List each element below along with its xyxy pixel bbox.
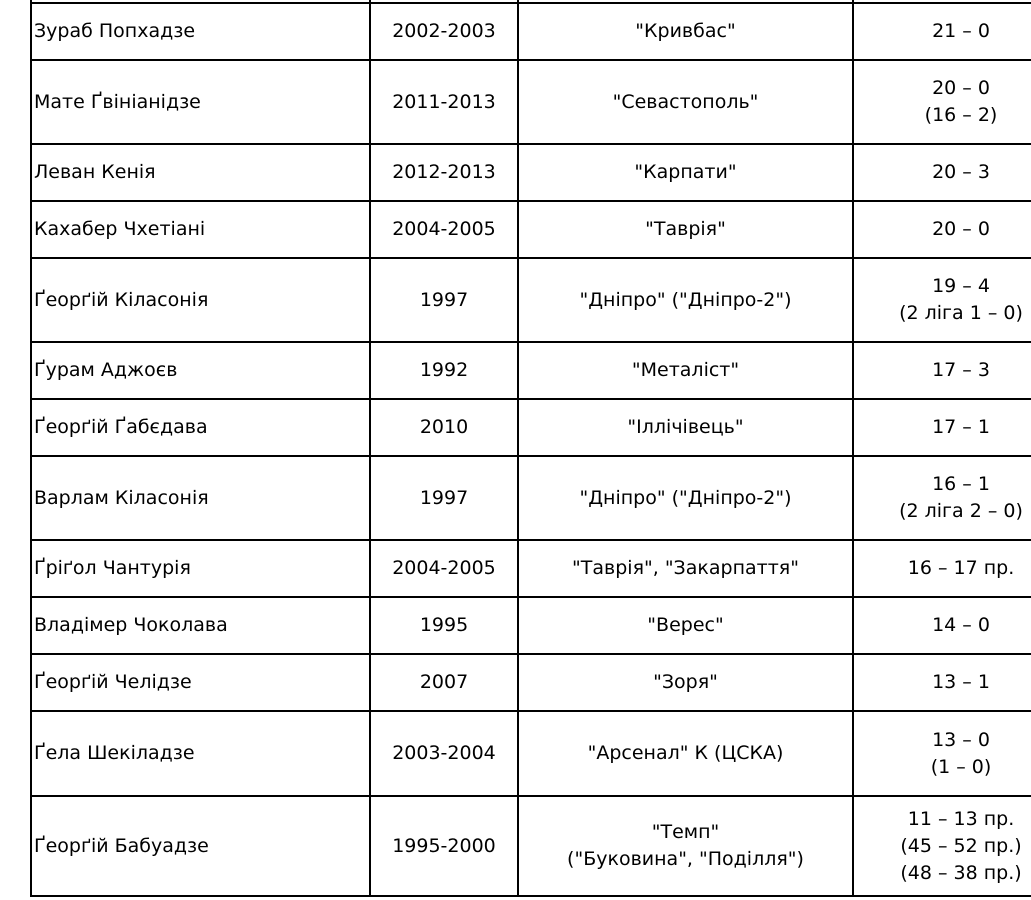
games-goals-cell [853, 456, 1031, 540]
games-goals-line: 19 – 4 [932, 275, 990, 297]
club-cell [518, 796, 853, 896]
club-cell [518, 258, 853, 342]
games-goals-line: 17 – 3 [932, 359, 990, 381]
club-line: "Іллічівець" [627, 416, 744, 438]
games-goals-cell [853, 3, 1031, 60]
table-row [31, 456, 1031, 540]
years-cell: 1995 [370, 597, 518, 654]
years-cell: 1992 [370, 342, 518, 399]
games-goals-cell [853, 796, 1031, 896]
player-name-cell: Мате Ґвініанідзе [31, 60, 370, 144]
years-cell: 2012-2013 [370, 144, 518, 201]
years-cell: 2007 [370, 654, 518, 711]
games-goals-line: (2 ліга 1 – 0) [899, 302, 1023, 324]
table-row [31, 654, 1031, 711]
player-name-cell: Варлам Кіласонія [31, 456, 370, 540]
club-cell [518, 60, 853, 144]
games-goals-cell [853, 597, 1031, 654]
games-goals-cell [853, 711, 1031, 796]
games-goals-line: 16 – 17 пр. [907, 557, 1015, 579]
games-goals-cell [853, 342, 1031, 399]
games-goals-cell [853, 201, 1031, 258]
player-name-cell: Ґела Шекіладзе [31, 711, 370, 796]
club-line: "Дніпро" ("Дніпро-2") [579, 288, 792, 311]
years-cell: 1995-2000 [370, 796, 518, 896]
club-cell [518, 342, 853, 399]
years-cell: 1997 [370, 258, 518, 342]
years-cell: 2002-2003 [370, 3, 518, 60]
players-table [30, 0, 1031, 897]
club-line: "Темп" [651, 821, 720, 843]
years-cell: 2003-2004 [370, 711, 518, 796]
club-cell [518, 597, 853, 654]
games-goals-cell [853, 60, 1031, 144]
player-name-cell: Владімер Чоколава [31, 597, 370, 654]
club-cell [518, 201, 853, 258]
club-line: "Кривбас" [635, 20, 736, 42]
table-row [31, 796, 1031, 896]
player-name-cell: Зураб Попхадзе [31, 3, 370, 60]
club-cell [518, 399, 853, 456]
years-cell: 1997 [370, 456, 518, 540]
games-goals-cell [853, 399, 1031, 456]
games-goals-line: 14 – 0 [932, 614, 990, 636]
player-name-cell: Ґріґол Чантурія [31, 540, 370, 597]
table-row [31, 597, 1031, 654]
player-name-cell: Ґеорґій Ґабєдава [31, 399, 370, 456]
club-cell [518, 3, 853, 60]
games-goals-line: 16 – 1 [932, 473, 990, 495]
table-row [31, 342, 1031, 399]
club-cell [518, 144, 853, 201]
games-goals-line: 13 – 1 [932, 671, 990, 693]
club-cell [518, 654, 853, 711]
club-line: "Карпати" [634, 161, 737, 183]
games-goals-line: (2 ліга 2 – 0) [899, 500, 1023, 522]
players-table-body [31, 0, 1031, 896]
player-name-cell: Ґеорґій Челідзе [31, 654, 370, 711]
player-name-cell: Кахабер Чхетіані [31, 201, 370, 258]
games-goals-line: 20 – 3 [932, 161, 990, 183]
table-row [31, 201, 1031, 258]
years-cell: 2010 [370, 399, 518, 456]
years-cell: 2004-2005 [370, 540, 518, 597]
player-name-cell: Ґеорґій Кіласонія [31, 258, 370, 342]
table-row [31, 399, 1031, 456]
games-goals-line: (1 – 0) [930, 755, 992, 778]
years-cell: 2004-2005 [370, 201, 518, 258]
games-goals-cell [853, 258, 1031, 342]
games-goals-cell [853, 654, 1031, 711]
games-goals-line: (16 – 2) [924, 104, 998, 126]
games-goals-line: (48 – 38 пр.) [900, 861, 1022, 884]
club-line: "Таврія" [645, 218, 726, 240]
club-line: ("Буковина", "Поділля") [567, 848, 804, 870]
games-goals-line: 20 – 0 [932, 77, 990, 99]
games-goals-line: 20 – 0 [932, 218, 990, 240]
table-row [31, 540, 1031, 597]
games-goals-cell [853, 540, 1031, 597]
years-cell: 2011-2013 [370, 60, 518, 144]
games-goals-line: 21 – 0 [932, 20, 990, 42]
table-row [31, 3, 1031, 60]
table-row [31, 144, 1031, 201]
club-line: "Дніпро" ("Дніпро-2") [579, 486, 792, 509]
games-goals-line: (45 – 52 пр.) [900, 834, 1022, 857]
player-name-cell: Ґурам Аджоєв [31, 342, 370, 399]
club-cell [518, 540, 853, 597]
club-line: "Севастополь" [612, 90, 759, 113]
table-row [31, 711, 1031, 796]
games-goals-line: 11 – 13 пр. [907, 807, 1015, 830]
club-line: "Зоря" [653, 671, 718, 693]
table-row [31, 60, 1031, 144]
club-line: "Таврія", "Закарпаття" [572, 557, 799, 579]
player-name-cell: Леван Кенія [31, 144, 370, 201]
club-cell [518, 456, 853, 540]
club-line: "Металіст" [631, 359, 740, 381]
club-cell [518, 711, 853, 796]
club-line: "Арсенал" К (ЦСКА) [587, 742, 784, 764]
player-name-cell: Ґеорґій Бабуадзе [31, 796, 370, 896]
games-goals-cell [853, 144, 1031, 201]
club-line: "Верес" [647, 614, 724, 636]
table-row [31, 258, 1031, 342]
games-goals-line: 13 – 0 [932, 728, 990, 751]
games-goals-line: 17 – 1 [932, 416, 990, 438]
